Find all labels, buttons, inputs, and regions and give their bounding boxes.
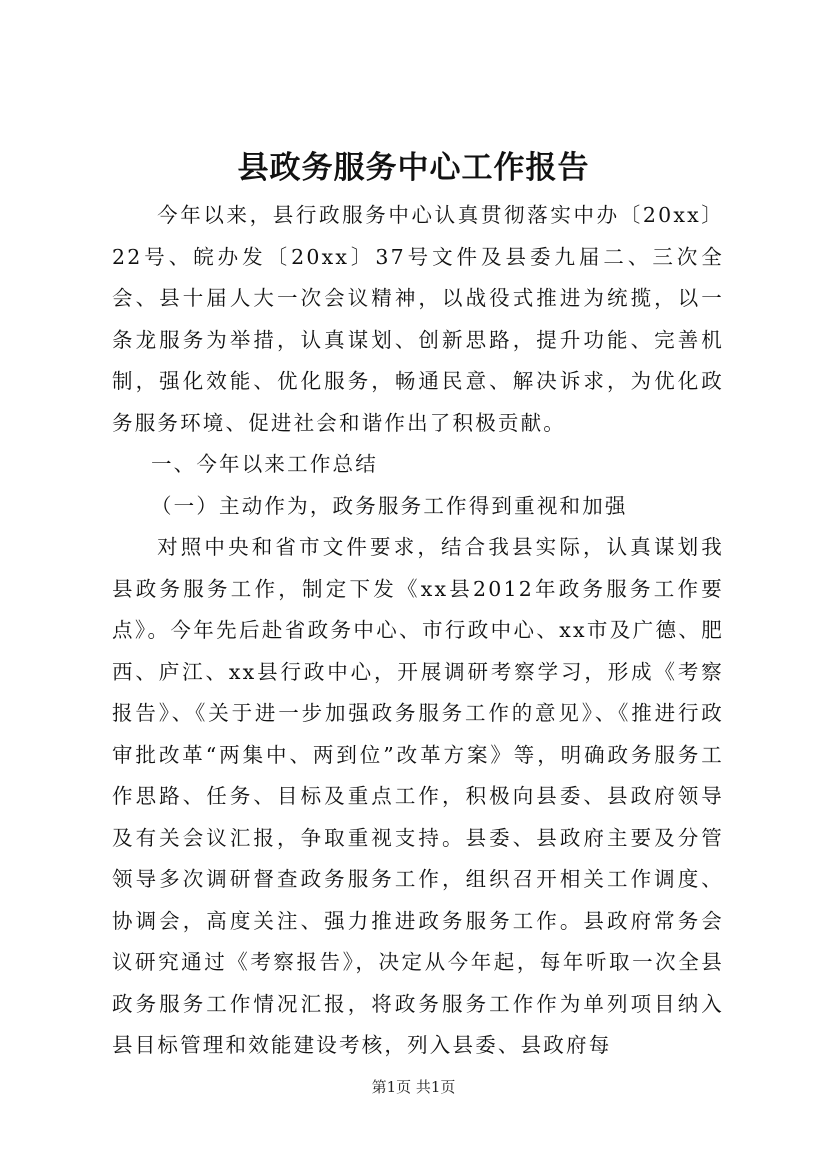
- section-heading: 一、今年以来工作总结: [150, 452, 378, 476]
- document-body: [112, 195, 724, 1067]
- body-paragraph: 对照中央和省市文件要求，结合我县实际，认真谋划我县政务服务工作，制定下发《xx县2012年政务服务工作要点》。今年先后赴省政务中心、市行政中心、xx市及广德、肥西、庐江、xx县行政中心，开展调研考察学习，形成《考察报告》、《关于进一步加强政务服务工作的意见》、《推进行政审批改革“两集中、两到位”改革方案》等，明确政务服务工作思路、任务、目标及重点工作，积极向县委、县政府领导及有关会议汇报，争取重视支持。县委、县政府主要及分管领导多次调研督查政务服务工作，组织召开相关工作调度、协调会，高度关注、强力推进政务服务工作。县政府常务会议研究通过《考察报告》，决定从今年起，每年听取一次全县政务服务工作情况汇报，将政务服务工作作为单列项目纳入县目标管理和效能建设考核，列入县委、县政府每: [112, 535, 724, 1057]
- document-title: 县政务服务中心工作报告: [237, 150, 590, 186]
- intro-paragraph: 今年以来，县行政服务中心认真贯彻落实中办〔20xx〕22号、皖办发〔20xx〕37号文件及县委九届二、三次全会、县十届人大一次会议精神，以战役式推进为统揽，以一条龙服务为举措，认真谋划、创新思路，提升功能、完善机制，强化效能、优化服务，畅通民意、解决诉求，为优化政务服务环境、促进社会和谐作出了积极贡献。: [112, 203, 724, 435]
- page-footer: 第1页 共1页: [371, 1078, 456, 1096]
- subsection-heading: （一）主动作为，政务服务工作得到重视和加强: [150, 493, 628, 518]
